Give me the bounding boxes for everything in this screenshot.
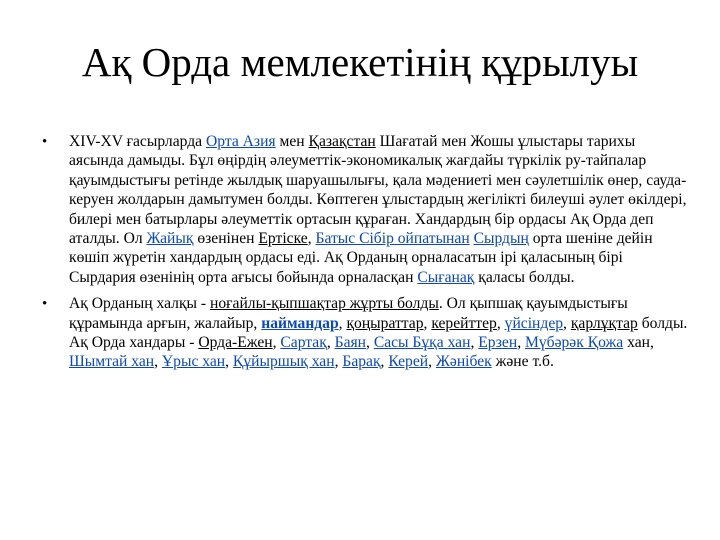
link-sartak[interactable]: Сартақ [280,334,327,352]
text-segment: орта шеніне дейін көшіп жүретін хандардың ордасы еді. Ақ Орданың орналасатын ірі қаласының бірі Сырдария өзенінің орта ағысы бойында орналасқан [69,230,653,286]
link-naimandar[interactable]: наймандар [261,314,339,332]
link-kazakhstan[interactable]: Қазақстан [308,133,376,150]
text-segment: XIV-XV ғасырларда [69,133,206,150]
link-kerei[interactable]: Керей [388,353,429,371]
bullet-item-1 [42,132,692,287]
link-karluktar[interactable]: қарлұқтар [570,314,638,332]
text-segment: , [470,334,479,352]
text-segment: , [366,334,374,352]
link-shymtai-khan[interactable]: Шымтай хан [69,353,155,371]
text-segment: , [380,353,389,371]
link-bayan[interactable]: Баян [334,334,367,352]
text-segment: , [423,314,432,332]
text-segment: , [338,314,347,332]
link-zhanibek[interactable]: Жәнібек [435,353,492,371]
text-segment: , [563,314,571,332]
text-segment: Шағатай мен Жошы ұлыстары тарихы аясында дамыды. Бұл өңірдің әлеуметтік-экономикалық жағдайы түркілік ру-тайпалар қауымдыстығы ретінде жылдық шаруашылығы, қала мәдениеті мен сәулетшілік өнер, сауда-керуен жолдарын дамытумен болды. Көптеген ұлыстардың жегілікті билеуші әулет өкілдері, билері мен батырлары әлеуметтік ортасын құраған. Хандардың бір ордасы Ақ Орда деп аталды. Ол [69,133,687,248]
link-syganak[interactable]: Сығанақ [417,268,475,286]
link-ertis[interactable]: Ертіске [258,230,308,248]
bullet-list [42,132,692,379]
text-segment: , [225,353,233,371]
link-urys-khan[interactable]: Ұрыс хан [161,353,226,371]
bullet-dot: • [42,296,48,313]
link-kuiyrshyk-khan[interactable]: Құйыршық хан [232,353,335,371]
text-segment: . Ол қыпшақ қауымдыстығы құрамында арғын, жалайыр, [69,295,628,332]
link-barak[interactable]: Барақ [342,353,381,371]
text-segment: , [272,334,281,352]
bullet-item-2 [42,294,692,372]
text-segment: , [326,334,335,352]
link-erzen[interactable]: Ерзен [478,334,518,352]
text-segment: хан, [623,334,654,352]
link-syrdyn[interactable]: Сырдың [473,230,529,248]
link-zhaiyk[interactable]: Жайық [146,230,194,248]
text-segment: , [334,353,343,371]
bullet-dot: • [42,134,48,150]
link-orda-ezhen[interactable]: Орда-Ежен [198,334,273,352]
link-uisinder[interactable]: үйсіндер [504,314,564,332]
slide-title: Ақ Орда мемлекетінің құрылуы [81,39,639,85]
text-segment: Ақ Орданың халқы - [69,295,210,313]
link-orta-aziya[interactable]: Орта Азия [205,133,276,150]
text-segment: өзенінен [193,230,259,248]
text-segment: , [517,334,525,352]
text-segment: , [428,353,436,371]
link-nogaily[interactable]: ноғайлы-қыпшақтар жұрты болды [209,295,439,313]
link-sasy-buka-khan[interactable]: Сасы Бұқа хан [373,334,471,352]
text-segment: , [307,230,316,248]
text-segment: , [154,353,162,371]
text-segment: мен [275,133,309,150]
text-segment: болды. Ақ Орда хандары - [69,314,688,352]
link-batys-sibir[interactable]: Батыс Сібір ойпатынан [315,230,470,248]
text-segment: , [496,314,505,332]
text-segment: және т.б. [491,353,554,371]
link-konyrattar[interactable]: қоңыраттар [346,314,424,332]
link-kereitter[interactable]: керейттер [431,314,497,332]
link-mubarak-kozha[interactable]: Мүбәрәк Қожа [524,334,624,352]
text-segment: қаласы болды. [474,268,575,286]
